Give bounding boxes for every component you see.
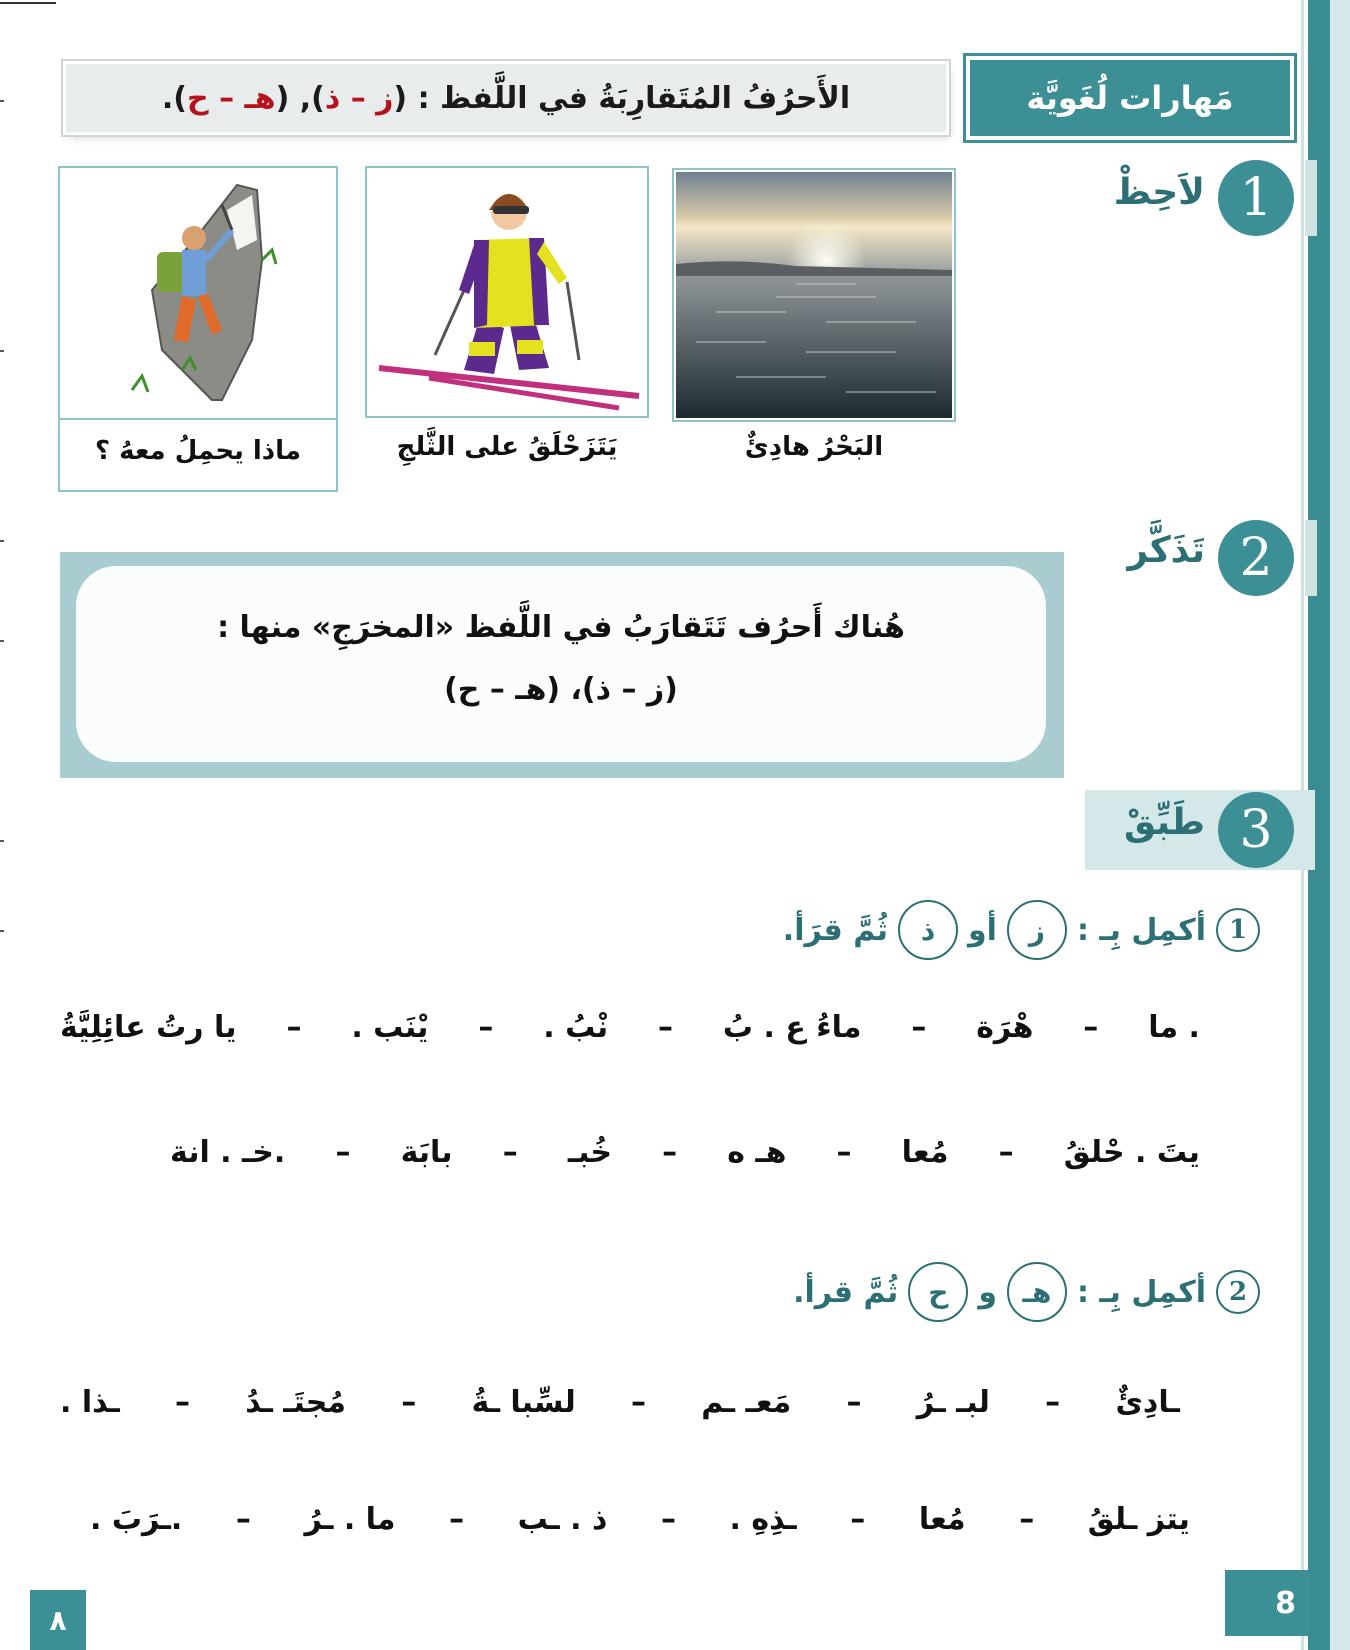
- skier-caption: يَتَزَحْلَقُ على الثَّلجِ: [396, 432, 618, 462]
- skier-image: [365, 166, 649, 418]
- dash: –: [449, 1502, 465, 1537]
- topic-pair-2: هـ – ح: [187, 80, 276, 116]
- section-2-tab: [1305, 520, 1317, 596]
- word: ذ . ـب: [517, 1502, 608, 1537]
- sea-image: [672, 168, 956, 422]
- word: ـادِئٌ: [1115, 1385, 1180, 1420]
- dash: –: [911, 1010, 927, 1045]
- word: لبـ ـرُ: [916, 1385, 990, 1420]
- remember-box: [76, 566, 1046, 762]
- dash: –: [401, 1385, 417, 1420]
- exercise-1-instruction: [700, 900, 1260, 960]
- word: . يْنَب: [351, 1010, 429, 1045]
- word: لسِّبا ـةُ: [471, 1385, 576, 1420]
- page-number: 8: [1225, 1570, 1310, 1636]
- exercise-2-number: 2: [1216, 1270, 1260, 1314]
- page-number-arabic: ٨: [30, 1590, 86, 1650]
- remember-line-1: هُناك أَحرُف تَتَقارَبُ في اللَّفظ «المخرَجِ» منها :: [217, 610, 905, 645]
- word: مَعـ ـم: [701, 1385, 792, 1420]
- word: . ـرَبَ.: [90, 1502, 183, 1537]
- section-1-tab: [1305, 160, 1317, 236]
- word: مُعا: [918, 1502, 966, 1537]
- word: خُبـ: [567, 1135, 612, 1170]
- climber-image-svg: [62, 170, 334, 416]
- margin-tick: [0, 100, 4, 102]
- exercise-2-text-a: أكمِل بِـ :: [1076, 1274, 1206, 1310]
- section-banner: مَهارات لُغَويَّة: [970, 60, 1290, 136]
- dash: –: [335, 1135, 351, 1170]
- dash: –: [286, 1010, 302, 1045]
- dash: –: [836, 1135, 852, 1170]
- exercise-1-text-a: أكمِل بِـ :: [1076, 912, 1206, 948]
- topic-mid: ), (: [275, 80, 325, 116]
- exercise-1-text-b: ثُمَّ قرَأ.: [782, 912, 889, 948]
- dash: –: [998, 1135, 1014, 1170]
- topic-banner: [66, 64, 946, 132]
- dash: –: [478, 1010, 494, 1045]
- word: مُجتَـ ـدُ: [245, 1385, 346, 1420]
- exercise-1-letter-b: ذ: [898, 900, 958, 960]
- margin-tick: [0, 540, 4, 542]
- word: مُعا: [901, 1135, 949, 1170]
- top-rule: [0, 2, 56, 4]
- exercise-1-letter-a: ز: [1007, 900, 1067, 960]
- dash: –: [846, 1385, 862, 1420]
- word: يتز ـلقُ: [1087, 1502, 1190, 1537]
- word: . نْبُ: [543, 1010, 609, 1045]
- word: بابَة: [400, 1135, 453, 1170]
- word: . ـذِهِ: [729, 1502, 797, 1537]
- exercise-2-instruction: [700, 1262, 1260, 1322]
- word: ماءُ ع . بُ: [722, 1010, 862, 1045]
- exercise-2-row-2: [90, 1502, 1190, 1537]
- dash: –: [1019, 1502, 1035, 1537]
- dash: –: [1083, 1010, 1099, 1045]
- exercise-2-letter-b: ح: [908, 1262, 968, 1322]
- topic-prefix: الأَحرُفُ المُتَقارِبَةُ في اللَّفظ : (: [393, 80, 851, 116]
- climber-caption: ماذا يحمِلُ معهُ ؟: [94, 436, 302, 466]
- section-1-number: 1: [1218, 160, 1294, 236]
- word: خـ . انة.: [170, 1135, 286, 1170]
- exercise-2-letter-a: هـ: [1007, 1262, 1067, 1322]
- dash: –: [662, 1135, 678, 1170]
- dash: –: [235, 1502, 251, 1537]
- word: يا رتُ عائِلِيَّةُ: [60, 1010, 237, 1045]
- dash: –: [630, 1385, 646, 1420]
- section-3-label: طَبِّقْ: [1123, 802, 1205, 843]
- word: ما . ـرُ: [304, 1502, 396, 1537]
- word: هـ ه: [727, 1135, 787, 1170]
- margin-tick: [0, 840, 4, 842]
- section-1-label: لاَحِظْ: [1113, 172, 1205, 213]
- exercise-1-row-1: [60, 1010, 1200, 1045]
- dash: –: [174, 1385, 190, 1420]
- word: . ـذا: [60, 1385, 120, 1420]
- skier-image-svg: [369, 170, 645, 414]
- word: ما .: [1148, 1010, 1200, 1045]
- remember-line-2: (ز – ذ)، (هـ – ح): [444, 672, 678, 707]
- sea-caption: البَحْرُ هادِئٌ: [744, 432, 884, 462]
- exercise-2-or: و: [978, 1274, 997, 1310]
- topic-pair-1: ز – ذ: [324, 80, 394, 116]
- topic-suffix: ).: [161, 80, 188, 116]
- margin-tick: [0, 640, 4, 642]
- dash: –: [850, 1502, 866, 1537]
- section-2-label: تَذَكَّر: [1127, 530, 1205, 571]
- margin-tick: [0, 930, 4, 932]
- edge-strip-light: [1330, 0, 1350, 1650]
- dash: –: [658, 1010, 673, 1045]
- dash: –: [502, 1135, 518, 1170]
- exercise-2-row-1: [60, 1385, 1180, 1420]
- exercise-1-number: 1: [1216, 908, 1260, 952]
- dash: –: [660, 1502, 676, 1537]
- margin-tick: [0, 350, 4, 352]
- section-3-number: 3: [1218, 792, 1294, 868]
- exercise-2-text-b: ثُمَّ قرأ.: [793, 1274, 899, 1310]
- word: يتَ . حْلقُ: [1063, 1135, 1200, 1170]
- word: هْرَة: [976, 1010, 1034, 1045]
- dash: –: [1045, 1385, 1061, 1420]
- sea-image-svg: [676, 172, 952, 418]
- section-2-number: 2: [1218, 520, 1294, 596]
- climber-image: [58, 166, 338, 420]
- exercise-1-row-2: [170, 1135, 1200, 1170]
- exercise-1-or: أو: [968, 912, 997, 948]
